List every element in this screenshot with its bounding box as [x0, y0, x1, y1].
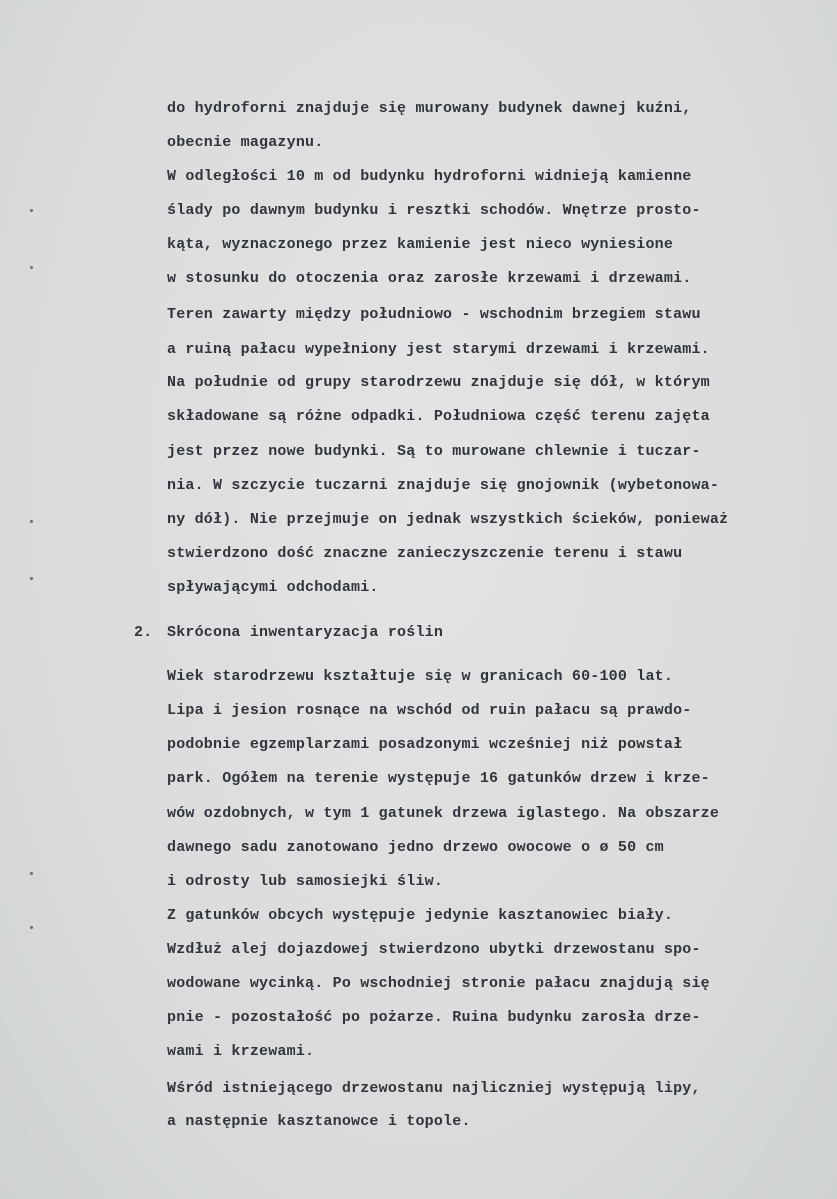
- text-line: park. Ogółem na terenie występuje 16 gatunków drzew i krze-: [167, 770, 710, 787]
- text-line: pnie - pozostałość po pożarze. Ruina budynku zarosła drze-: [167, 1009, 701, 1026]
- text-line: a następnie kasztanowce i topole.: [167, 1113, 471, 1130]
- text-line: i odrosty lub samosiejki śliw.: [167, 873, 444, 890]
- text-line: a ruiną pałacu wypełniony jest starymi drzewami i krzewami.: [167, 341, 710, 358]
- text-line: obecnie magazynu.: [167, 134, 324, 151]
- text-line: wami i krzewami.: [167, 1043, 315, 1060]
- margin-mark: [30, 266, 33, 269]
- text-line: Wiek starodrzewu kształtuje się w granicach 60-100 lat.: [167, 668, 674, 685]
- text-line: stwierdzono dość znaczne zanieczyszczenie terenu i stawu: [167, 545, 683, 562]
- text-line: Wśród istniejącego drzewostanu najliczniej występują lipy,: [167, 1080, 701, 1097]
- text-line: kąta, wyznaczonego przez kamienie jest nieco wyniesione: [167, 236, 674, 253]
- text-line: Na południe od grupy starodrzewu znajduje się dół, w którym: [167, 374, 710, 391]
- text-line: ślady po dawnym budynku i resztki schodów. Wnętrze prosto-: [167, 202, 701, 219]
- margin-mark: [30, 926, 33, 929]
- text-line: Z gatunków obcych występuje jedynie kasztanowiec biały.: [167, 907, 674, 924]
- section-number: 2.: [134, 624, 153, 641]
- text-line: dawnego sadu zanotowano jedno drzewo owocowe o ø 50 cm: [167, 839, 664, 856]
- text-line: jest przez nowe budynki. Są to murowane chlewnie i tuczar-: [167, 443, 701, 460]
- text-line: Lipa i jesion rosnące na wschód od ruin pałacu są prawdo-: [167, 702, 692, 719]
- text-line: składowane są różne odpadki. Południowa część terenu zajęta: [167, 408, 710, 425]
- margin-mark: [30, 872, 33, 875]
- margin-mark: [30, 520, 33, 523]
- text-line: W odległości 10 m od budynku hydroforni widnieją kamienne: [167, 168, 692, 185]
- text-line: wodowane wycinką. Po wschodniej stronie pałacu znajdują się: [167, 975, 710, 992]
- text-line: podobnie egzemplarzami posadzonymi wcześniej niż powstał: [167, 736, 683, 753]
- text-line: Wzdłuż alej dojazdowej stwierdzono ubytki drzewostanu spo-: [167, 941, 701, 958]
- margin-mark: [30, 577, 33, 580]
- text-line: do hydroforni znajduje się murowany budynek dawnej kuźni,: [167, 100, 692, 117]
- text-line: w stosunku do otoczenia oraz zarosłe krzewami i drzewami.: [167, 270, 692, 287]
- text-line: spływającymi odchodami.: [167, 579, 379, 596]
- text-line: nia. W szczycie tuczarni znajduje się gnojownik (wybetonowa-: [167, 477, 720, 494]
- text-line: ny dół). Nie przejmuje on jednak wszystkich ścieków, ponieważ: [167, 511, 729, 528]
- margin-mark: [30, 209, 33, 212]
- section-heading: Skrócona inwentaryzacja roślin: [167, 624, 444, 641]
- text-line: wów ozdobnych, w tym 1 gatunek drzewa iglastego. Na obszarze: [167, 805, 720, 822]
- text-line: Teren zawarty między południowo - wschodnim brzegiem stawu: [167, 306, 701, 323]
